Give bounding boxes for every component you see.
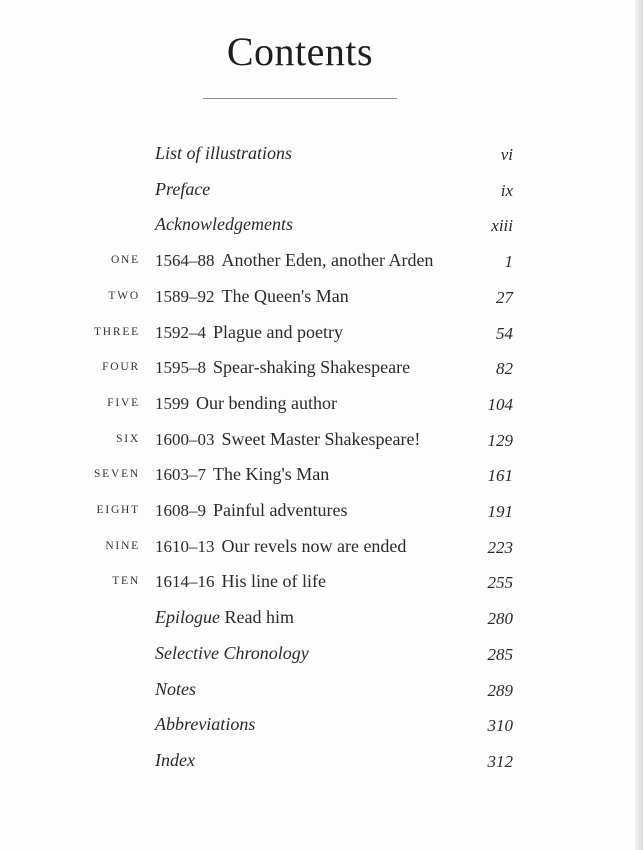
chapter-number: NINE [105, 539, 140, 552]
page-number: 54 [496, 323, 513, 343]
toc-entry[interactable] [0, 571, 643, 601]
entry-title [155, 393, 337, 414]
page-number: vi [500, 145, 513, 164]
entry-title [155, 536, 406, 557]
toc-entry[interactable] [0, 500, 643, 530]
entry-title [155, 143, 292, 164]
chapter-years: 1610–13 [155, 536, 215, 556]
entry-title [155, 571, 326, 592]
entry-title [155, 322, 343, 343]
chapter-years: 1589–92 [155, 286, 215, 306]
entry-text: Read him [224, 607, 294, 628]
toc-entry[interactable] [0, 214, 643, 244]
entry-title [155, 500, 347, 521]
toc-entry[interactable] [0, 393, 643, 423]
chapter-number: TEN [112, 575, 140, 588]
toc-entry[interactable] [0, 179, 643, 209]
entry-text: Spear-shaking Shakespeare [213, 357, 411, 378]
chapter-number: SIX [116, 432, 140, 445]
chapter-years: 1614–16 [155, 572, 215, 592]
toc-entry[interactable] [0, 536, 643, 566]
entry-text: Our bending author [196, 392, 337, 413]
entry-title [155, 250, 433, 271]
toc-entry[interactable] [0, 464, 643, 494]
chapter-number: SEVEN [93, 468, 140, 481]
entry-italic-title: Selective Chronology [155, 642, 309, 663]
chapter-number: ONE [110, 254, 140, 267]
page-number: 255 [487, 573, 513, 593]
toc-entry[interactable] [0, 143, 643, 173]
page-number: 312 [487, 751, 513, 771]
chapter-years: 1603–7 [155, 465, 206, 485]
chapter-number: EIGHT [96, 504, 140, 516]
toc-entry[interactable] [0, 250, 643, 280]
page-number: 285 [487, 644, 513, 664]
page-number: 191 [487, 502, 513, 521]
entry-italic-title: Index [155, 749, 195, 770]
page-number: 223 [487, 537, 513, 557]
entry-italic-title: Epilogue [155, 607, 220, 628]
entry-title [155, 429, 420, 450]
entry-title [155, 214, 293, 235]
chapter-years: 1599 [155, 393, 189, 413]
entry-text: Sweet Master Shakespeare! [221, 428, 421, 449]
entry-text: Painful adventures [213, 500, 348, 520]
page-number: 129 [487, 430, 513, 450]
entry-text: Plague and poetry [213, 321, 343, 342]
chapter-number: TWO [108, 289, 140, 302]
chapter-number: FOUR [102, 361, 140, 374]
page-title: Contents [226, 29, 374, 74]
entry-text: Our revels now are ended [221, 535, 407, 556]
page-number: xiii [491, 216, 513, 236]
entry-title [155, 464, 329, 485]
entry-title [155, 286, 349, 307]
chapter-years: 1600–03 [155, 429, 215, 449]
entry-italic-title: Notes [155, 678, 197, 699]
entry-title [155, 679, 196, 700]
page-number: ix [500, 180, 513, 200]
page-number: 280 [487, 609, 513, 629]
page-number: 161 [487, 466, 513, 486]
chapter-years: 1595–8 [155, 358, 206, 378]
entry-italic-title: Abbreviations [155, 714, 256, 735]
entry-title [155, 714, 255, 735]
chapter-number: THREE [93, 325, 140, 338]
toc-entry[interactable] [0, 607, 643, 637]
entry-title [155, 750, 195, 771]
page-number: 104 [487, 394, 513, 414]
page-number: 289 [487, 680, 513, 700]
page-number: 310 [487, 716, 513, 736]
chapter-number: FIVE [107, 396, 140, 409]
toc-entry[interactable] [0, 679, 643, 709]
toc-entry[interactable] [0, 286, 643, 316]
entry-italic-title: Acknowledgements [155, 214, 293, 235]
entry-title [155, 357, 410, 378]
toc-entry[interactable] [0, 429, 643, 459]
entry-text: His line of life [221, 571, 326, 592]
entry-title [155, 643, 309, 664]
entry-text: The Queen's Man [221, 285, 349, 306]
page-number: 1 [504, 252, 513, 272]
entry-title [155, 179, 210, 200]
entry-text: Another Eden, another Arden [221, 250, 434, 271]
entry-text: The King's Man [213, 464, 330, 485]
chapter-years: 1608–9 [155, 501, 206, 520]
chapter-years: 1592–4 [155, 322, 206, 342]
page-number: 82 [496, 359, 513, 379]
toc-entry[interactable] [0, 322, 643, 352]
toc-entry[interactable] [0, 357, 643, 387]
title-divider [203, 98, 397, 99]
toc-entry[interactable] [0, 714, 643, 744]
toc-entry[interactable] [0, 643, 643, 673]
entry-title [155, 607, 294, 628]
entry-italic-title: List of illustrations [155, 143, 293, 163]
toc-entry[interactable] [0, 750, 643, 780]
page-number: 27 [496, 287, 513, 307]
chapter-years: 1564–88 [155, 251, 215, 271]
entry-italic-title: Preface [155, 178, 211, 199]
